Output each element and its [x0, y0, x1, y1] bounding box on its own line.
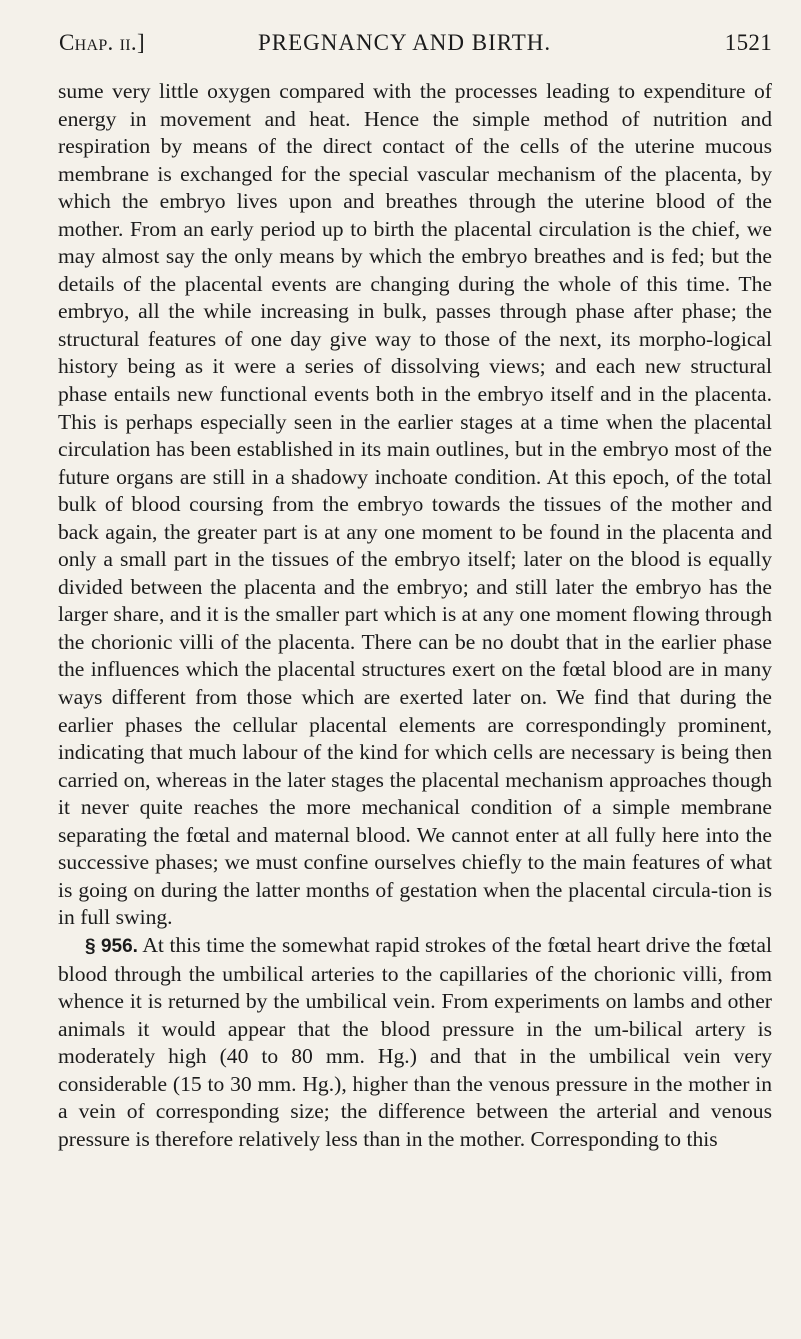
paragraph-text: sume very little oxygen compared with the processes leading to expenditure of energy in movement and heat. Hence the simple method of nutrition and respiration by means of the direct contact of the cells of the uterine mucous membrane is exchanged for the special vascular mechanism of the placenta, by which the embryo lives upon and breathes through the uterine blood of the mother. From an early period up to birth the placental circulation is the chief, we may almost say the only means by which the embryo breathes and is fed; but the details of the placental events are changing during the whole of this time. The embryo, all the while increasing in bulk, passes through phase after phase; the structural features of one day give way to those of the next, its morpho-logical history being as it were a series of dissolving views; and each new structural phase entails new functional events both in the embryo itself and in the placenta. This is perhaps especially seen in the earlier stages at a time when the placental circulation has been established in its main outlines, but in the embryo most of the future organs are still in a shadowy inchoate condition. At this epoch, of the total bulk of blood coursing from the embryo towards the tissues of the mother and back again, the greater part is at any one moment to be found in the placenta and only a small part in the tissues of the embryo itself; later on the blood is equally divided between the placenta and the embryo; and still later the embryo has the larger share, and it is the smaller part which is at any one moment flowing through the chorionic villi of the placenta. There can be no doubt that in the earlier phase the influences which the placental structures exert on the fœtal blood are in many ways different from those which are exerted later on. We find that during the earlier phases the cellular placental elements are correspondingly prominent, indicating that much labour of the kind for which cells are necessary is being then carried on, whereas in the later stages the placental mechanism approaches though it never quite reaches the more mechanical condition of a simple membrane separating the fœtal and maternal blood. We cannot enter at all fully here into the successive phases; we must confine ourselves chiefly to the main features of what is going on during the latter months of gestation when the placental circula-tion is in full swing. — [58, 79, 772, 930]
body-text — [58, 78, 772, 1153]
book-page — [58, 0, 772, 1153]
running-title: PREGNANCY AND BIRTH. — [258, 30, 552, 55]
paragraph — [58, 78, 772, 932]
page-number: 1521 — [724, 30, 772, 55]
running-head — [58, 0, 772, 64]
paragraph — [58, 932, 772, 1153]
chapter-label: Chap. ii.] — [59, 30, 145, 55]
section-number: § 956. — [85, 935, 138, 957]
paragraph-text: At this time the somewhat rapid strokes of the fœtal heart drive the fœtal blood through the umbilical arteries to the capillaries of the chorionic villi, from whence it is returned by the umbilical vein. From experiments on lambs and other animals it would appear that the blood pressure in the um-bilical artery is moderately high (40 to 80 mm. Hg.) and that in the umbilical vein very considerable (15 to 30 mm. Hg.), higher than the venous pressure in the mother in a vein of corresponding size; the difference between the arterial and venous pressure is therefore relatively less than in the mother. Corresponding to this — [58, 932, 772, 1151]
